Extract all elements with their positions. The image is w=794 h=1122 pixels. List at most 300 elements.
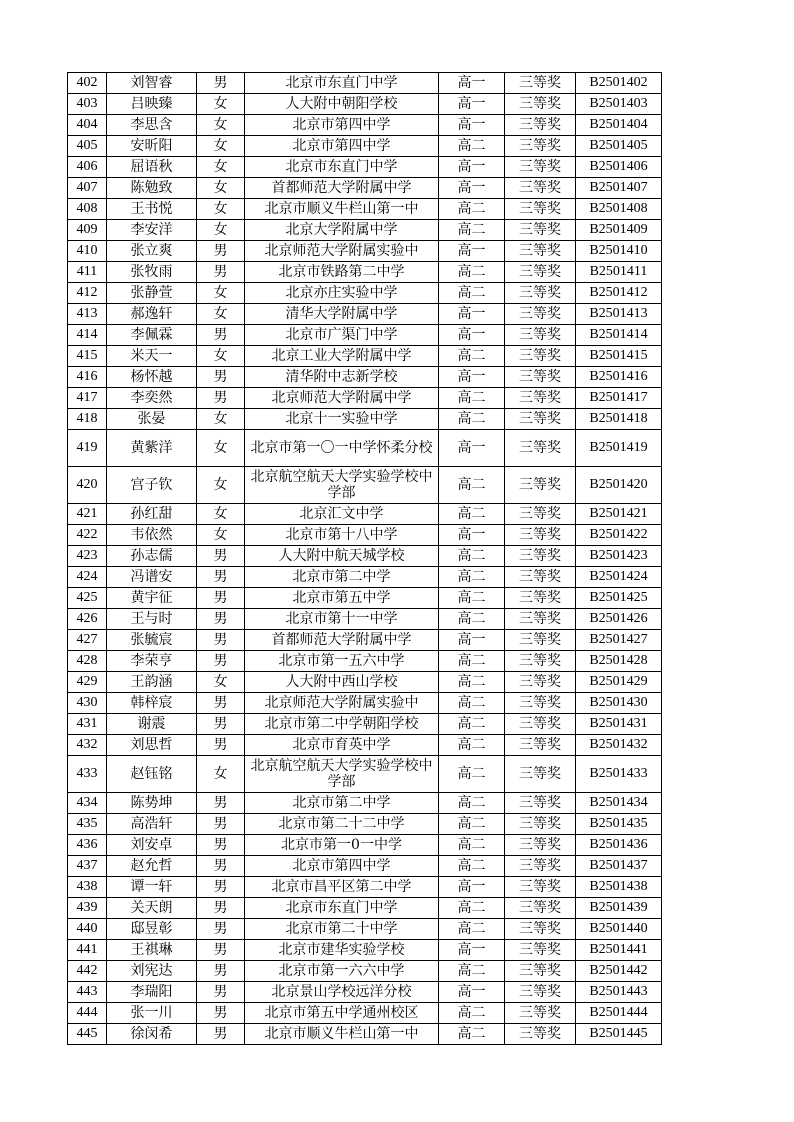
grade-cell: 高二 bbox=[439, 651, 505, 672]
certificate-code-cell: B2501439 bbox=[576, 898, 662, 919]
student-name-cell: 屈语秋 bbox=[107, 157, 197, 178]
table-row bbox=[68, 467, 662, 504]
row-number-cell: 402 bbox=[68, 73, 107, 94]
student-name-cell: 李荣亨 bbox=[107, 651, 197, 672]
gender-cell: 女 bbox=[197, 94, 245, 115]
student-name-cell: 谭一轩 bbox=[107, 877, 197, 898]
award-level-cell: 三等奖 bbox=[505, 982, 576, 1003]
table-row bbox=[68, 835, 662, 856]
table-row bbox=[68, 651, 662, 672]
school-name-cell: 北京师范大学附属实验中 bbox=[245, 241, 439, 262]
school-name-cell: 北京市第四中学 bbox=[245, 136, 439, 157]
grade-cell: 高二 bbox=[439, 262, 505, 283]
award-level-cell: 三等奖 bbox=[505, 304, 576, 325]
gender-cell: 男 bbox=[197, 940, 245, 961]
certificate-code-cell: B2501413 bbox=[576, 304, 662, 325]
table-row bbox=[68, 961, 662, 982]
gender-cell: 女 bbox=[197, 178, 245, 199]
certificate-code-cell: B2501420 bbox=[576, 467, 662, 504]
table-row bbox=[68, 672, 662, 693]
school-name-cell: 北京师范大学附属实验中 bbox=[245, 693, 439, 714]
gender-cell: 女 bbox=[197, 115, 245, 136]
gender-cell: 女 bbox=[197, 304, 245, 325]
row-number-cell: 424 bbox=[68, 567, 107, 588]
award-level-cell: 三等奖 bbox=[505, 346, 576, 367]
table-row bbox=[68, 919, 662, 940]
certificate-code-cell: B2501402 bbox=[576, 73, 662, 94]
row-number-cell: 422 bbox=[68, 525, 107, 546]
row-number-cell: 419 bbox=[68, 430, 107, 467]
row-number-cell: 412 bbox=[68, 283, 107, 304]
certificate-code-cell: B2501442 bbox=[576, 961, 662, 982]
table-row bbox=[68, 693, 662, 714]
gender-cell: 女 bbox=[197, 409, 245, 430]
award-level-cell: 三等奖 bbox=[505, 672, 576, 693]
student-name-cell: 孙志儒 bbox=[107, 546, 197, 567]
certificate-code-cell: B2501445 bbox=[576, 1024, 662, 1045]
row-number-cell: 407 bbox=[68, 178, 107, 199]
gender-cell: 男 bbox=[197, 73, 245, 94]
award-level-cell: 三等奖 bbox=[505, 157, 576, 178]
student-name-cell: 刘思哲 bbox=[107, 735, 197, 756]
table-row bbox=[68, 546, 662, 567]
row-number-cell: 410 bbox=[68, 241, 107, 262]
award-level-cell: 三等奖 bbox=[505, 220, 576, 241]
grade-cell: 高二 bbox=[439, 567, 505, 588]
award-level-cell: 三等奖 bbox=[505, 94, 576, 115]
school-name-cell: 北京市第四中学 bbox=[245, 856, 439, 877]
student-name-cell: 张毓宸 bbox=[107, 630, 197, 651]
row-number-cell: 430 bbox=[68, 693, 107, 714]
grade-cell: 高二 bbox=[439, 546, 505, 567]
certificate-code-cell: B2501422 bbox=[576, 525, 662, 546]
student-name-cell: 高浩轩 bbox=[107, 814, 197, 835]
award-level-cell: 三等奖 bbox=[505, 814, 576, 835]
gender-cell: 男 bbox=[197, 609, 245, 630]
table-row bbox=[68, 157, 662, 178]
award-level-cell: 三等奖 bbox=[505, 961, 576, 982]
table-row bbox=[68, 115, 662, 136]
row-number-cell: 418 bbox=[68, 409, 107, 430]
grade-cell: 高二 bbox=[439, 609, 505, 630]
grade-cell: 高二 bbox=[439, 283, 505, 304]
gender-cell: 女 bbox=[197, 672, 245, 693]
grade-cell: 高一 bbox=[439, 115, 505, 136]
gender-cell: 男 bbox=[197, 367, 245, 388]
award-level-cell: 三等奖 bbox=[505, 546, 576, 567]
row-number-cell: 411 bbox=[68, 262, 107, 283]
student-name-cell: 黄紫洋 bbox=[107, 430, 197, 467]
grade-cell: 高二 bbox=[439, 693, 505, 714]
student-name-cell: 李安洋 bbox=[107, 220, 197, 241]
gender-cell: 男 bbox=[197, 567, 245, 588]
grade-cell: 高二 bbox=[439, 793, 505, 814]
certificate-code-cell: B2501404 bbox=[576, 115, 662, 136]
row-number-cell: 442 bbox=[68, 961, 107, 982]
grade-cell: 高二 bbox=[439, 1003, 505, 1024]
award-level-cell: 三等奖 bbox=[505, 756, 576, 793]
award-level-cell: 三等奖 bbox=[505, 467, 576, 504]
award-level-cell: 三等奖 bbox=[505, 73, 576, 94]
table-row bbox=[68, 814, 662, 835]
grade-cell: 高二 bbox=[439, 814, 505, 835]
school-name-cell: 北京市广渠门中学 bbox=[245, 325, 439, 346]
row-number-cell: 437 bbox=[68, 856, 107, 877]
certificate-code-cell: B2501440 bbox=[576, 919, 662, 940]
grade-cell: 高一 bbox=[439, 940, 505, 961]
award-level-cell: 三等奖 bbox=[505, 178, 576, 199]
row-number-cell: 405 bbox=[68, 136, 107, 157]
student-name-cell: 杨怀越 bbox=[107, 367, 197, 388]
school-name-cell: 北京市东直门中学 bbox=[245, 157, 439, 178]
school-name-cell: 北京航空航天大学实验学校中学部 bbox=[245, 756, 439, 793]
gender-cell: 男 bbox=[197, 630, 245, 651]
student-name-cell: 郝逸轩 bbox=[107, 304, 197, 325]
certificate-code-cell: B2501412 bbox=[576, 283, 662, 304]
grade-cell: 高二 bbox=[439, 756, 505, 793]
school-name-cell: 北京工业大学附属中学 bbox=[245, 346, 439, 367]
award-level-cell: 三等奖 bbox=[505, 430, 576, 467]
gender-cell: 男 bbox=[197, 856, 245, 877]
student-name-cell: 韦依然 bbox=[107, 525, 197, 546]
row-number-cell: 421 bbox=[68, 504, 107, 525]
grade-cell: 高一 bbox=[439, 241, 505, 262]
student-name-cell: 张静萱 bbox=[107, 283, 197, 304]
gender-cell: 男 bbox=[197, 898, 245, 919]
table-row bbox=[68, 793, 662, 814]
row-number-cell: 444 bbox=[68, 1003, 107, 1024]
school-name-cell: 北京市建华实验学校 bbox=[245, 940, 439, 961]
row-number-cell: 426 bbox=[68, 609, 107, 630]
award-level-cell: 三等奖 bbox=[505, 609, 576, 630]
gender-cell: 男 bbox=[197, 835, 245, 856]
student-name-cell: 陈势坤 bbox=[107, 793, 197, 814]
award-list-body bbox=[68, 73, 662, 1045]
school-name-cell: 北京市第五中学 bbox=[245, 588, 439, 609]
certificate-code-cell: B2501441 bbox=[576, 940, 662, 961]
row-number-cell: 429 bbox=[68, 672, 107, 693]
award-level-cell: 三等奖 bbox=[505, 835, 576, 856]
school-name-cell: 北京市东直门中学 bbox=[245, 73, 439, 94]
certificate-code-cell: B2501406 bbox=[576, 157, 662, 178]
grade-cell: 高一 bbox=[439, 430, 505, 467]
table-row bbox=[68, 199, 662, 220]
award-level-cell: 三等奖 bbox=[505, 919, 576, 940]
row-number-cell: 415 bbox=[68, 346, 107, 367]
certificate-code-cell: B2501423 bbox=[576, 546, 662, 567]
school-name-cell: 北京航空航天大学实验学校中学部 bbox=[245, 467, 439, 504]
certificate-code-cell: B2501403 bbox=[576, 94, 662, 115]
grade-cell: 高一 bbox=[439, 73, 505, 94]
table-row bbox=[68, 735, 662, 756]
award-level-cell: 三等奖 bbox=[505, 241, 576, 262]
school-name-cell: 人大附中航天城学校 bbox=[245, 546, 439, 567]
school-name-cell: 北京师范大学附属中学 bbox=[245, 388, 439, 409]
student-name-cell: 孙红甜 bbox=[107, 504, 197, 525]
certificate-code-cell: B2501428 bbox=[576, 651, 662, 672]
table-row bbox=[68, 982, 662, 1003]
school-name-cell: 北京市东直门中学 bbox=[245, 898, 439, 919]
gender-cell: 男 bbox=[197, 982, 245, 1003]
gender-cell: 女 bbox=[197, 525, 245, 546]
certificate-code-cell: B2501408 bbox=[576, 199, 662, 220]
certificate-code-cell: B2501436 bbox=[576, 835, 662, 856]
certificate-code-cell: B2501432 bbox=[576, 735, 662, 756]
gender-cell: 女 bbox=[197, 157, 245, 178]
award-level-cell: 三等奖 bbox=[505, 1003, 576, 1024]
award-level-cell: 三等奖 bbox=[505, 940, 576, 961]
grade-cell: 高二 bbox=[439, 835, 505, 856]
gender-cell: 男 bbox=[197, 793, 245, 814]
award-level-cell: 三等奖 bbox=[505, 567, 576, 588]
certificate-code-cell: B2501437 bbox=[576, 856, 662, 877]
gender-cell: 男 bbox=[197, 877, 245, 898]
row-number-cell: 433 bbox=[68, 756, 107, 793]
row-number-cell: 406 bbox=[68, 157, 107, 178]
certificate-code-cell: B2501418 bbox=[576, 409, 662, 430]
row-number-cell: 413 bbox=[68, 304, 107, 325]
certificate-code-cell: B2501433 bbox=[576, 756, 662, 793]
student-name-cell: 王韵涵 bbox=[107, 672, 197, 693]
gender-cell: 男 bbox=[197, 714, 245, 735]
row-number-cell: 440 bbox=[68, 919, 107, 940]
award-level-cell: 三等奖 bbox=[505, 409, 576, 430]
gender-cell: 女 bbox=[197, 220, 245, 241]
award-level-cell: 三等奖 bbox=[505, 325, 576, 346]
table-row bbox=[68, 325, 662, 346]
school-name-cell: 首都师范大学附属中学 bbox=[245, 630, 439, 651]
table-row bbox=[68, 304, 662, 325]
certificate-code-cell: B2501416 bbox=[576, 367, 662, 388]
student-name-cell: 赵钰铭 bbox=[107, 756, 197, 793]
gender-cell: 男 bbox=[197, 693, 245, 714]
certificate-code-cell: B2501421 bbox=[576, 504, 662, 525]
student-name-cell: 刘智睿 bbox=[107, 73, 197, 94]
table-row bbox=[68, 136, 662, 157]
award-level-cell: 三等奖 bbox=[505, 525, 576, 546]
grade-cell: 高一 bbox=[439, 630, 505, 651]
gender-cell: 女 bbox=[197, 467, 245, 504]
award-level-cell: 三等奖 bbox=[505, 651, 576, 672]
table-row bbox=[68, 630, 662, 651]
student-name-cell: 王与时 bbox=[107, 609, 197, 630]
certificate-code-cell: B2501435 bbox=[576, 814, 662, 835]
grade-cell: 高一 bbox=[439, 157, 505, 178]
school-name-cell: 北京市育英中学 bbox=[245, 735, 439, 756]
student-name-cell: 李思含 bbox=[107, 115, 197, 136]
grade-cell: 高二 bbox=[439, 136, 505, 157]
gender-cell: 男 bbox=[197, 814, 245, 835]
award-level-cell: 三等奖 bbox=[505, 504, 576, 525]
certificate-code-cell: B2501434 bbox=[576, 793, 662, 814]
grade-cell: 高二 bbox=[439, 467, 505, 504]
award-level-cell: 三等奖 bbox=[505, 735, 576, 756]
grade-cell: 高一 bbox=[439, 367, 505, 388]
row-number-cell: 414 bbox=[68, 325, 107, 346]
gender-cell: 女 bbox=[197, 283, 245, 304]
grade-cell: 高二 bbox=[439, 961, 505, 982]
certificate-code-cell: B2501410 bbox=[576, 241, 662, 262]
grade-cell: 高一 bbox=[439, 325, 505, 346]
grade-cell: 高二 bbox=[439, 504, 505, 525]
school-name-cell: 首都师范大学附属中学 bbox=[245, 178, 439, 199]
award-level-cell: 三等奖 bbox=[505, 115, 576, 136]
school-name-cell: 北京十一实验中学 bbox=[245, 409, 439, 430]
grade-cell: 高二 bbox=[439, 199, 505, 220]
gender-cell: 男 bbox=[197, 546, 245, 567]
row-number-cell: 431 bbox=[68, 714, 107, 735]
student-name-cell: 邸昱彰 bbox=[107, 919, 197, 940]
grade-cell: 高二 bbox=[439, 346, 505, 367]
gender-cell: 女 bbox=[197, 136, 245, 157]
row-number-cell: 409 bbox=[68, 220, 107, 241]
certificate-code-cell: B2501419 bbox=[576, 430, 662, 467]
student-name-cell: 安昕阳 bbox=[107, 136, 197, 157]
gender-cell: 女 bbox=[197, 346, 245, 367]
student-name-cell: 陈勉致 bbox=[107, 178, 197, 199]
row-number-cell: 416 bbox=[68, 367, 107, 388]
school-name-cell: 北京市第二十中学 bbox=[245, 919, 439, 940]
award-level-cell: 三等奖 bbox=[505, 898, 576, 919]
table-row bbox=[68, 178, 662, 199]
grade-cell: 高二 bbox=[439, 672, 505, 693]
certificate-code-cell: B2501411 bbox=[576, 262, 662, 283]
grade-cell: 高一 bbox=[439, 94, 505, 115]
school-name-cell: 北京市第二中学 bbox=[245, 567, 439, 588]
table-row bbox=[68, 1003, 662, 1024]
award-list-table bbox=[67, 72, 662, 1045]
gender-cell: 男 bbox=[197, 1003, 245, 1024]
school-name-cell: 北京市第四中学 bbox=[245, 115, 439, 136]
certificate-code-cell: B2501438 bbox=[576, 877, 662, 898]
row-number-cell: 434 bbox=[68, 793, 107, 814]
gender-cell: 男 bbox=[197, 325, 245, 346]
table-row bbox=[68, 856, 662, 877]
grade-cell: 高二 bbox=[439, 919, 505, 940]
student-name-cell: 张晏 bbox=[107, 409, 197, 430]
gender-cell: 男 bbox=[197, 262, 245, 283]
row-number-cell: 436 bbox=[68, 835, 107, 856]
grade-cell: 高二 bbox=[439, 856, 505, 877]
gender-cell: 女 bbox=[197, 199, 245, 220]
gender-cell: 女 bbox=[197, 504, 245, 525]
school-name-cell: 北京亦庄实验中学 bbox=[245, 283, 439, 304]
school-name-cell: 北京市铁路第二中学 bbox=[245, 262, 439, 283]
certificate-code-cell: B2501405 bbox=[576, 136, 662, 157]
school-name-cell: 人大附中朝阳学校 bbox=[245, 94, 439, 115]
row-number-cell: 403 bbox=[68, 94, 107, 115]
student-name-cell: 李奕然 bbox=[107, 388, 197, 409]
table-row bbox=[68, 283, 662, 304]
award-level-cell: 三等奖 bbox=[505, 630, 576, 651]
certificate-code-cell: B2501409 bbox=[576, 220, 662, 241]
table-row bbox=[68, 1024, 662, 1045]
certificate-code-cell: B2501407 bbox=[576, 178, 662, 199]
student-name-cell: 王祺琳 bbox=[107, 940, 197, 961]
award-level-cell: 三等奖 bbox=[505, 367, 576, 388]
certificate-code-cell: B2501424 bbox=[576, 567, 662, 588]
student-name-cell: 刘宪达 bbox=[107, 961, 197, 982]
certificate-code-cell: B2501443 bbox=[576, 982, 662, 1003]
school-name-cell: 北京市第一0一中学 bbox=[245, 835, 439, 856]
school-name-cell: 北京市第十一中学 bbox=[245, 609, 439, 630]
award-level-cell: 三等奖 bbox=[505, 588, 576, 609]
student-name-cell: 张立爽 bbox=[107, 241, 197, 262]
row-number-cell: 445 bbox=[68, 1024, 107, 1045]
table-row bbox=[68, 525, 662, 546]
school-name-cell: 清华附中志新学校 bbox=[245, 367, 439, 388]
row-number-cell: 408 bbox=[68, 199, 107, 220]
award-level-cell: 三等奖 bbox=[505, 262, 576, 283]
row-number-cell: 428 bbox=[68, 651, 107, 672]
school-name-cell: 北京市第十八中学 bbox=[245, 525, 439, 546]
table-row bbox=[68, 877, 662, 898]
student-name-cell: 宫子钦 bbox=[107, 467, 197, 504]
award-level-cell: 三等奖 bbox=[505, 877, 576, 898]
table-row bbox=[68, 388, 662, 409]
student-name-cell: 刘安卓 bbox=[107, 835, 197, 856]
student-name-cell: 徐闵希 bbox=[107, 1024, 197, 1045]
row-number-cell: 439 bbox=[68, 898, 107, 919]
school-name-cell: 人大附中西山学校 bbox=[245, 672, 439, 693]
table-row bbox=[68, 220, 662, 241]
certificate-code-cell: B2501427 bbox=[576, 630, 662, 651]
grade-cell: 高二 bbox=[439, 409, 505, 430]
table-row bbox=[68, 756, 662, 793]
grade-cell: 高二 bbox=[439, 714, 505, 735]
student-name-cell: 李佩霖 bbox=[107, 325, 197, 346]
award-level-cell: 三等奖 bbox=[505, 1024, 576, 1045]
table-row bbox=[68, 367, 662, 388]
row-number-cell: 425 bbox=[68, 588, 107, 609]
student-name-cell: 张一川 bbox=[107, 1003, 197, 1024]
student-name-cell: 米天一 bbox=[107, 346, 197, 367]
grade-cell: 高二 bbox=[439, 220, 505, 241]
award-level-cell: 三等奖 bbox=[505, 693, 576, 714]
row-number-cell: 423 bbox=[68, 546, 107, 567]
school-name-cell: 北京市第五中学通州校区 bbox=[245, 1003, 439, 1024]
table-row bbox=[68, 409, 662, 430]
table-row bbox=[68, 430, 662, 467]
row-number-cell: 404 bbox=[68, 115, 107, 136]
student-name-cell: 谢震 bbox=[107, 714, 197, 735]
row-number-cell: 432 bbox=[68, 735, 107, 756]
student-name-cell: 李瑞阳 bbox=[107, 982, 197, 1003]
school-name-cell: 北京市第一〇一中学怀柔分校 bbox=[245, 430, 439, 467]
grade-cell: 高一 bbox=[439, 178, 505, 199]
student-name-cell: 王书悦 bbox=[107, 199, 197, 220]
row-number-cell: 438 bbox=[68, 877, 107, 898]
certificate-code-cell: B2501431 bbox=[576, 714, 662, 735]
award-level-cell: 三等奖 bbox=[505, 388, 576, 409]
gender-cell: 男 bbox=[197, 388, 245, 409]
gender-cell: 女 bbox=[197, 430, 245, 467]
student-name-cell: 张牧雨 bbox=[107, 262, 197, 283]
table-row bbox=[68, 504, 662, 525]
certificate-code-cell: B2501429 bbox=[576, 672, 662, 693]
award-level-cell: 三等奖 bbox=[505, 283, 576, 304]
grade-cell: 高一 bbox=[439, 982, 505, 1003]
table-row bbox=[68, 346, 662, 367]
table-row bbox=[68, 588, 662, 609]
table-row bbox=[68, 567, 662, 588]
student-name-cell: 韩梓宸 bbox=[107, 693, 197, 714]
certificate-code-cell: B2501426 bbox=[576, 609, 662, 630]
gender-cell: 男 bbox=[197, 588, 245, 609]
grade-cell: 高二 bbox=[439, 588, 505, 609]
school-name-cell: 北京市第二中学朝阳学校 bbox=[245, 714, 439, 735]
school-name-cell: 北京市顺义牛栏山第一中 bbox=[245, 1024, 439, 1045]
